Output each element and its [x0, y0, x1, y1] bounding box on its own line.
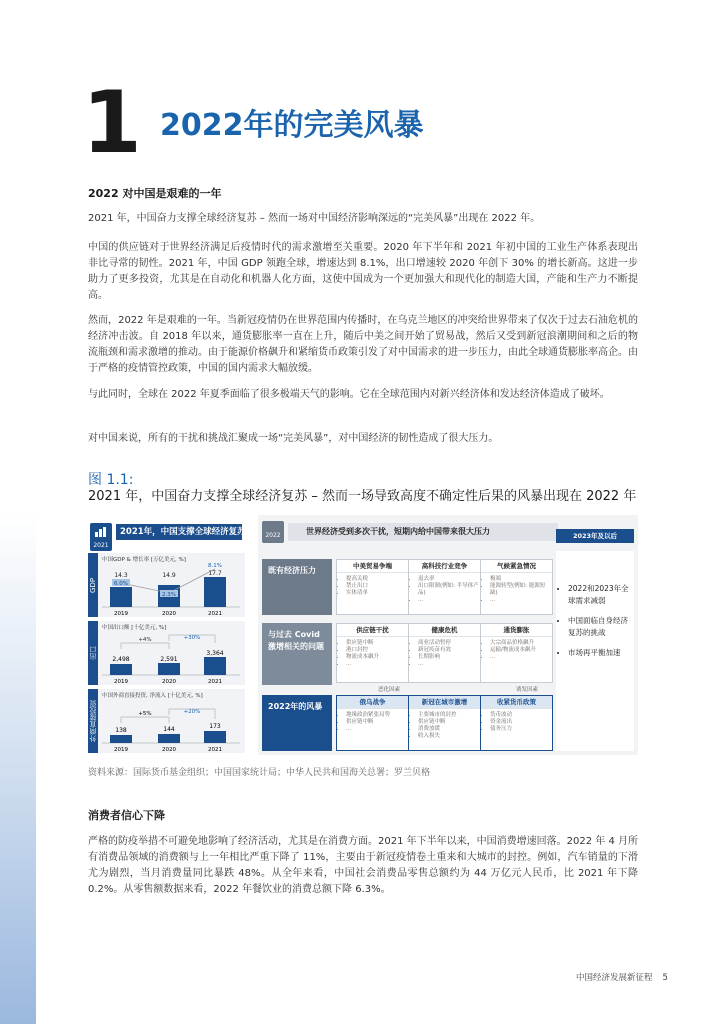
chapter-title: 2022年的完美风暴 — [160, 108, 424, 143]
svg-text:173: 173 — [209, 723, 221, 730]
outlook-badge: 2023年及以后 — [556, 529, 634, 543]
svg-text:14.3: 14.3 — [114, 572, 128, 579]
row-head: 既有经济压力 — [262, 559, 332, 615]
source-note: 资料来源：国际货币基金组织；中国国家统计局；中华人民共和国海关总署；罗兰贝格 — [88, 768, 431, 778]
svg-text:2019: 2019 — [114, 747, 128, 753]
svg-text:138: 138 — [115, 727, 127, 734]
row-head: 2022年的风暴 — [262, 695, 332, 751]
svg-text:2019: 2019 — [114, 679, 128, 685]
card: 气候紧急情况 • 极端 • 能源转型(例如: 能源短缺) • … — [480, 559, 553, 615]
section-heading: 消费者信心下降 — [88, 809, 165, 822]
svg-text:+4%: +4% — [138, 637, 152, 643]
svg-text:6.0%: 6.0% — [114, 581, 128, 587]
paragraph: 与此同时，全球在 2022 年夏季面临了很多极端天气的影响。它在全球范围内对新兴经济体和发达经济体造成了破坏。 — [88, 389, 610, 400]
page-footer — [576, 971, 668, 983]
card: 健康危机 • 商业活动暂停 • 新冠疫苗有效 • 长期影响 • … — [408, 623, 481, 683]
svg-text:+20%: +20% — [183, 709, 201, 715]
svg-text:2021: 2021 — [208, 747, 222, 753]
figure-label: 图 1.1: — [88, 472, 134, 488]
paragraph: 2021 年，中国奋力支撑全球经济复苏 – 然而一场对中国经济影响深远的“完美风暴”出现在 2022 年。 — [88, 213, 541, 224]
card: 通货膨胀 • 大宗商品价格飙升 • 运输/物流成本飙升 • … — [480, 623, 553, 683]
chapter-number: 1 — [82, 73, 142, 173]
label-worsening: 恶化因素 — [378, 687, 401, 693]
figure-title: 2021 年，中国奋力支撑全球经济复苏 – 然而一场导致高度不确定性后果的风暴出现在 2022 年 — [88, 489, 637, 504]
svg-text:2,591: 2,591 — [160, 656, 178, 663]
svg-text:+5%: +5% — [138, 711, 152, 717]
svg-text:144: 144 — [163, 726, 175, 733]
paragraph: 中国的供应链对于世界经济满足后疫情时代的需求激增至关重要。2020 年下半年和 2021 年初中国的工业生产体系表现出非比寻常的韧性。2021 年，中国 GDP 领跑全球，增速达到 8.1%，出口增速较 2020 年创下 30% 的增长新高。这进一步助力了更多投资，尤其是在自动化和机器人化方面，这使中国成为一个更加强大和现代化的制造大国，产能和生产力不断提高。 — [88, 242, 638, 301]
svg-text:14.9: 14.9 — [162, 572, 176, 579]
outlook-list: • 2022和2023年全球需求减弱 • 中国面临自身经济复苏的挑战 • 市场再平衡加速 — [556, 551, 634, 751]
section-heading: 2022 对中国是艰难的一年 — [88, 187, 222, 200]
svg-text:2020: 2020 — [162, 679, 176, 685]
card: 供应链干扰 • 供应链中断 • 港口封控 • 物流成本飙升 • … — [336, 623, 409, 683]
page-number: 5 — [662, 973, 668, 983]
svg-text:2.3%: 2.3% — [162, 592, 176, 598]
svg-text:2020: 2020 — [162, 611, 176, 617]
paragraph: 对中国来说，所有的干扰和挑战汇聚成一场“完美风暴”，对中国经济的韧性造成了很大压力。 — [88, 433, 499, 444]
svg-text:2021: 2021 — [208, 611, 222, 617]
right-panel-title: 世界经济受到多次干扰，短期内给中国带来很大压力 — [288, 523, 558, 541]
left-panel-title: 2021年，中国支撑全球经济复苏 — [116, 524, 242, 540]
gdp-chart: GDP 中国GDP & 增长率 [万亿美元, %] 14.3 14.9 17.7 6.0% 2.3% 8.1% 2019 2020 2021 — [88, 553, 245, 617]
card: 收紧货币政策 • 货币波动 • 资金流出 • 债务压力 — [480, 695, 553, 751]
svg-text:2021: 2021 — [208, 679, 222, 685]
svg-text:3,364: 3,364 — [206, 650, 224, 657]
svg-text:+30%: +30% — [183, 635, 201, 641]
left-gradient-bar — [0, 0, 36, 1024]
year-badge: 2022 — [262, 521, 284, 543]
svg-text:2,498: 2,498 — [112, 656, 130, 663]
paragraph: 严格的防疫举措不可避免地影响了经济活动，尤其是在消费方面。2021 年下半年以来，中国消费增速回落。2022 年 4 月所有消费品领域的消费额与上一年相比严重下降了 11%，主要由于新冠疫情卷土重来和大城市的封控。例如，汽车销量的下滑尤为剧烈，当月消费量同比暴跌 48%。从全年来看，中国社会消费品零售总额约为 44 万亿元人民币，比 2021 年下降 0.2%。从零售额数据来看，2022 年餐饮业的消费总额下降 6.3%。 — [88, 836, 638, 895]
card: 新冠在城市激增 • 主要城市的封控 • 供应链中断 • 消费放缓 • 收入损失 — [408, 695, 481, 751]
label-trigger: 诱发因素 — [516, 687, 539, 693]
figure — [88, 515, 638, 755]
card: 俄乌战争 • 地缘政治紧张局势 • 供应链中断 • … — [336, 695, 409, 751]
bar-chart-icon: 2021 — [90, 523, 112, 551]
card: 中美贸易争端 • 提高关税 • 禁止出口 • 实体清单 — [336, 559, 409, 615]
svg-text:2019: 2019 — [114, 611, 128, 617]
svg-text:2020: 2020 — [162, 747, 176, 753]
left-panel — [88, 519, 245, 755]
right-panel — [258, 515, 638, 755]
svg-text:17.7: 17.7 — [208, 570, 222, 577]
paragraph: 然而，2022 年是艰难的一年。当新冠疫情仍在世界范围内传播时，在乌克兰地区的冲突给世界带来了仅次于过去石油危机的经济冲击波。自 2018 年以来，通货膨胀率一直在上升，随后中美之间开始了贸易战，然后又受到新冠浪潮期间和之后的物流瓶颈和需求激增的推动。由于能源价格飙升和紧缩货币政策引发了对中国需求的进一步压力，由此全球通货膨胀率高企。由于严格的疫情管控政策，中国的国内需求大幅放缓。 — [88, 315, 638, 374]
fdi-chart: 外商直接投资 中国外商直接投资, 净流入 [十亿美元, %] 138 144 173 +5% +20% 2019 2020 2021 — [88, 689, 245, 753]
svg-text:8.1%: 8.1% — [208, 563, 222, 569]
footer-title: 中国经济发展新征程 — [576, 973, 653, 983]
card: 高科技行业竞争 • 退去率 • 出口限制(例如: 半导体产品) • … — [408, 559, 481, 615]
exports-chart: 出口 中国出口额 [十亿美元, %] 2,498 2,591 3,364 +4% +30% 2019 2020 2021 — [88, 621, 245, 685]
row-head: 与过去 Covid 激增相关的问题 — [262, 623, 332, 685]
